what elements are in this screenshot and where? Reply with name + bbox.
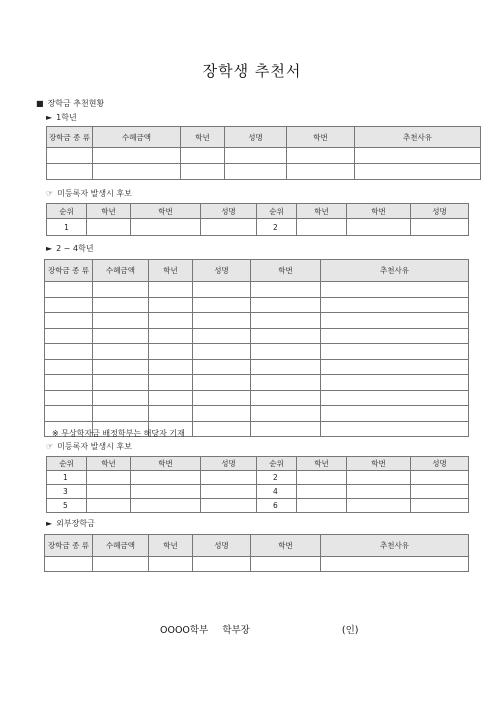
table-cell[interactable] [149, 557, 193, 572]
table-cell[interactable] [131, 471, 201, 485]
col-header-rank: 순위 [257, 204, 297, 219]
pointing-hand-icon: ☞ [46, 189, 54, 198]
table-cell[interactable] [251, 375, 321, 391]
table-cell[interactable] [93, 313, 149, 329]
table-cell[interactable] [411, 471, 469, 485]
table-header-row [47, 204, 469, 219]
table-row [47, 471, 469, 485]
col-header-type: 장학금 종 류 [45, 260, 93, 282]
department-name: OOOO학부 [160, 625, 209, 636]
table-cell[interactable] [93, 328, 149, 344]
table-cell[interactable] [93, 359, 149, 375]
rank-cell: 6 [257, 499, 297, 513]
subheading-grade2-4-label: 2 ~ 4학년 [56, 244, 94, 253]
free-scholarship-note: ※ 무상학자금 배정학부는 해당자 기재 [52, 429, 185, 438]
table-cell[interactable] [411, 499, 469, 513]
col-header-grade: 학년 [181, 127, 225, 148]
table-cell[interactable] [251, 297, 321, 313]
col-header-rank: 순위 [47, 204, 87, 219]
table-cell[interactable] [149, 406, 193, 422]
table-cell[interactable] [149, 344, 193, 360]
table-cell[interactable] [93, 282, 149, 298]
table-cell[interactable] [149, 328, 193, 344]
table-cell[interactable] [93, 344, 149, 360]
rank-cell: 3 [47, 485, 87, 499]
reserve-table-grade1 [46, 203, 469, 236]
table-row [47, 485, 469, 499]
table-cell[interactable] [131, 219, 201, 236]
table-cell[interactable] [411, 485, 469, 499]
subheading-external [46, 518, 95, 529]
rank-cell: 1 [47, 471, 87, 485]
table-cell[interactable] [287, 148, 355, 164]
table-cell[interactable] [321, 390, 469, 406]
col-header-student-id: 학번 [131, 457, 201, 471]
table-cell[interactable] [321, 421, 469, 437]
grade1-table [46, 126, 481, 180]
signer-role: 학부장 [222, 625, 250, 636]
col-header-name: 성명 [201, 204, 257, 219]
table-cell[interactable] [45, 390, 93, 406]
table-cell[interactable] [181, 148, 225, 164]
table-cell[interactable] [149, 297, 193, 313]
table-cell[interactable] [45, 375, 93, 391]
table-row [47, 219, 469, 236]
table-cell[interactable] [45, 557, 93, 572]
triangle-bullet-icon: ► [46, 244, 53, 253]
col-header-name: 성명 [201, 457, 257, 471]
table-cell[interactable] [355, 148, 481, 164]
table-cell[interactable] [149, 390, 193, 406]
square-bullet-icon: ■ [36, 99, 44, 108]
table-cell[interactable] [93, 375, 149, 391]
table-cell[interactable] [87, 485, 131, 499]
col-header-grade: 학년 [87, 457, 131, 471]
col-header-grade: 학년 [297, 204, 347, 219]
table-cell[interactable] [87, 219, 131, 236]
col-header-student-id: 학번 [287, 127, 355, 148]
table-cell[interactable] [193, 406, 251, 422]
table-cell[interactable] [45, 313, 93, 329]
grade2-4-table [44, 259, 469, 437]
reserve-note-2 [46, 441, 132, 452]
table-header-row [47, 127, 481, 148]
col-header-name: 성명 [411, 457, 469, 471]
table-row [47, 499, 469, 513]
col-header-amount: 수혜금액 [93, 260, 149, 282]
table-cell[interactable] [131, 499, 201, 513]
table-cell[interactable] [297, 499, 347, 513]
table-cell[interactable] [201, 219, 257, 236]
col-header-name: 성명 [193, 260, 251, 282]
table-cell[interactable] [347, 471, 411, 485]
table-cell[interactable] [47, 148, 93, 164]
table-cell[interactable] [149, 313, 193, 329]
table-cell[interactable] [201, 499, 257, 513]
table-cell[interactable] [251, 406, 321, 422]
table-cell[interactable] [193, 313, 251, 329]
table-row [45, 344, 469, 360]
signature-line [160, 622, 359, 636]
table-cell[interactable] [45, 359, 93, 375]
table-cell[interactable] [355, 164, 481, 180]
triangle-bullet-icon: ► [46, 113, 53, 122]
table-cell[interactable] [45, 328, 93, 344]
table-cell[interactable] [45, 297, 93, 313]
col-header-reason: 추천사유 [355, 127, 481, 148]
col-header-amount: 수혜금액 [93, 127, 181, 148]
table-cell[interactable] [87, 499, 131, 513]
table-cell[interactable] [193, 557, 251, 572]
table-cell[interactable] [193, 390, 251, 406]
reserve-note-label: 미등록자 발생시 후보 [57, 189, 132, 198]
table-cell[interactable] [201, 471, 257, 485]
table-cell[interactable] [45, 282, 93, 298]
subheading-external-label: 외부장학금 [56, 519, 95, 528]
table-cell[interactable] [321, 297, 469, 313]
table-row [45, 390, 469, 406]
table-cell[interactable] [251, 557, 321, 572]
table-row [45, 359, 469, 375]
col-header-grade: 학년 [149, 535, 193, 557]
col-header-name: 성명 [411, 204, 469, 219]
rank-cell: 2 [257, 471, 297, 485]
table-cell[interactable] [251, 313, 321, 329]
table-cell[interactable] [411, 219, 469, 236]
col-header-student-id: 학번 [251, 260, 321, 282]
table-cell[interactable] [347, 219, 411, 236]
table-cell[interactable] [93, 297, 149, 313]
table-cell[interactable] [347, 485, 411, 499]
table-cell[interactable] [131, 485, 201, 499]
table-row [45, 313, 469, 329]
table-cell[interactable] [251, 421, 321, 437]
table-cell[interactable] [347, 499, 411, 513]
table-cell[interactable] [321, 282, 469, 298]
table-cell[interactable] [321, 313, 469, 329]
table-cell[interactable] [193, 359, 251, 375]
table-cell[interactable] [45, 344, 93, 360]
table-cell[interactable] [93, 390, 149, 406]
document-title: 장학생 추천서 [202, 62, 302, 80]
col-header-grade: 학년 [149, 260, 193, 282]
table-cell[interactable] [149, 359, 193, 375]
table-cell[interactable] [321, 328, 469, 344]
reserve-table-grade2-4 [46, 456, 469, 513]
col-header-reason: 추천사유 [321, 535, 469, 557]
rank-cell: 2 [257, 219, 297, 236]
triangle-bullet-icon: ► [46, 519, 53, 528]
rank-cell: 5 [47, 499, 87, 513]
subheading-grade1 [46, 112, 77, 123]
table-cell[interactable] [251, 359, 321, 375]
subheading-grade1-label: 1학년 [56, 113, 77, 122]
reserve-note-label: 미등록자 발생시 후보 [57, 442, 132, 451]
section-heading-label: 장학금 추천현황 [47, 99, 105, 108]
rank-cell: 4 [257, 485, 297, 499]
seal-mark: (인) [341, 625, 359, 636]
table-row [45, 328, 469, 344]
table-cell[interactable] [201, 485, 257, 499]
table-cell[interactable] [251, 344, 321, 360]
table-cell[interactable] [321, 557, 469, 572]
table-row [45, 375, 469, 391]
table-row [45, 297, 469, 313]
table-cell[interactable] [193, 421, 251, 437]
table-header-row [45, 535, 469, 557]
table-cell[interactable] [251, 390, 321, 406]
table-cell[interactable] [251, 328, 321, 344]
table-cell[interactable] [149, 282, 193, 298]
table-cell[interactable] [251, 282, 321, 298]
col-header-type: 장학금 종 류 [45, 535, 93, 557]
col-header-student-id: 학번 [347, 204, 411, 219]
col-header-name: 성명 [193, 535, 251, 557]
col-header-type: 장학금 종 류 [47, 127, 93, 148]
table-cell[interactable] [287, 164, 355, 180]
col-header-rank: 순위 [47, 457, 87, 471]
subheading-grade2-4 [46, 243, 94, 254]
col-header-rank: 순위 [257, 457, 297, 471]
table-cell[interactable] [193, 344, 251, 360]
table-cell[interactable] [45, 406, 93, 422]
table-row [47, 164, 481, 180]
col-header-reason: 추천사유 [321, 260, 469, 282]
col-header-student-id: 학번 [347, 457, 411, 471]
col-header-grade: 학년 [87, 204, 131, 219]
table-cell[interactable] [93, 164, 181, 180]
col-header-amount: 수혜금액 [93, 535, 149, 557]
table-cell[interactable] [193, 297, 251, 313]
table-cell[interactable] [193, 375, 251, 391]
table-cell[interactable] [321, 344, 469, 360]
table-cell[interactable] [297, 485, 347, 499]
table-cell[interactable] [225, 164, 287, 180]
table-row [45, 282, 469, 298]
table-cell[interactable] [193, 282, 251, 298]
table-row [47, 148, 481, 164]
table-cell[interactable] [93, 406, 149, 422]
pointing-hand-icon: ☞ [46, 442, 54, 451]
table-cell[interactable] [321, 359, 469, 375]
table-cell[interactable] [93, 557, 149, 572]
table-row [45, 406, 469, 422]
table-cell[interactable] [47, 164, 93, 180]
table-header-row [45, 260, 469, 282]
table-header-row [47, 457, 469, 471]
table-cell[interactable] [181, 164, 225, 180]
table-cell[interactable] [87, 471, 131, 485]
table-cell[interactable] [93, 148, 181, 164]
section-heading [36, 98, 104, 109]
table-row [45, 557, 469, 572]
table-cell[interactable] [321, 406, 469, 422]
table-cell[interactable] [297, 219, 347, 236]
col-header-name: 성명 [225, 127, 287, 148]
col-header-student-id: 학번 [131, 204, 201, 219]
col-header-student-id: 학번 [251, 535, 321, 557]
table-cell[interactable] [149, 375, 193, 391]
table-cell[interactable] [193, 328, 251, 344]
reserve-note-1 [46, 188, 132, 199]
table-cell[interactable] [297, 471, 347, 485]
table-cell[interactable] [225, 148, 287, 164]
table-cell[interactable] [321, 375, 469, 391]
col-header-grade: 학년 [297, 457, 347, 471]
external-scholarship-table [44, 534, 469, 572]
rank-cell: 1 [47, 219, 87, 236]
